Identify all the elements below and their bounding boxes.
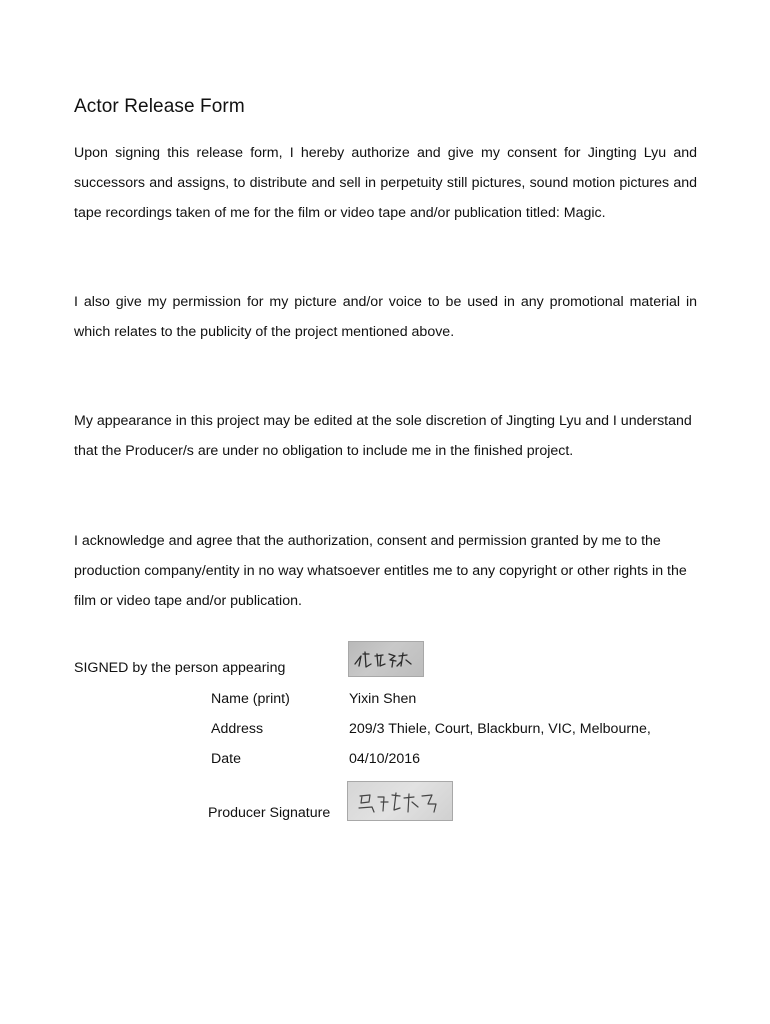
name-value: Yixin Shen [349, 691, 417, 707]
address-value: 209/3 Thiele, Court, Blackburn, VIC, Melbourne, [349, 721, 651, 737]
name-label: Name (print) [211, 691, 290, 707]
signature-scribble-icon [348, 782, 452, 820]
paragraph-consent: Upon signing this release form, I hereby authorize and give my consent for Jingting Lyu and successors and assigns, to distribute and sell in perpetuity still pictures, sound motion pictures and tape recordings taken of me for the film or video tape and/or publication titled: Magic. [74, 145, 697, 221]
signed-label: SIGNED by the person appearing [74, 660, 286, 676]
date-value: 04/10/2016 [349, 751, 421, 767]
date-label: Date [211, 751, 241, 767]
address-label: Address [211, 721, 264, 737]
paragraph-editing: My appearance in this project may be edited at the sole discretion of Jingting Lyu and I understand that the Producer/s are under no obligation to include me in the finished project. [74, 413, 692, 459]
paragraph-promotional: I also give my permission for my picture and/or voice to be used in any promotional material in which relates to the publicity of the project mentioned above. [74, 294, 697, 340]
document-title: Actor Release Form [74, 96, 245, 117]
actor-signature-image [348, 641, 424, 677]
signature-scribble-icon [349, 642, 423, 676]
producer-signature-label: Producer Signature [208, 805, 331, 821]
producer-signature-image [347, 781, 453, 821]
paragraph-rights: I acknowledge and agree that the authorization, consent and permission granted by me to the production company/entity in no way whatsoever entitles me to any copyright or other rights in the film or video tape and/or publication. [74, 533, 687, 609]
